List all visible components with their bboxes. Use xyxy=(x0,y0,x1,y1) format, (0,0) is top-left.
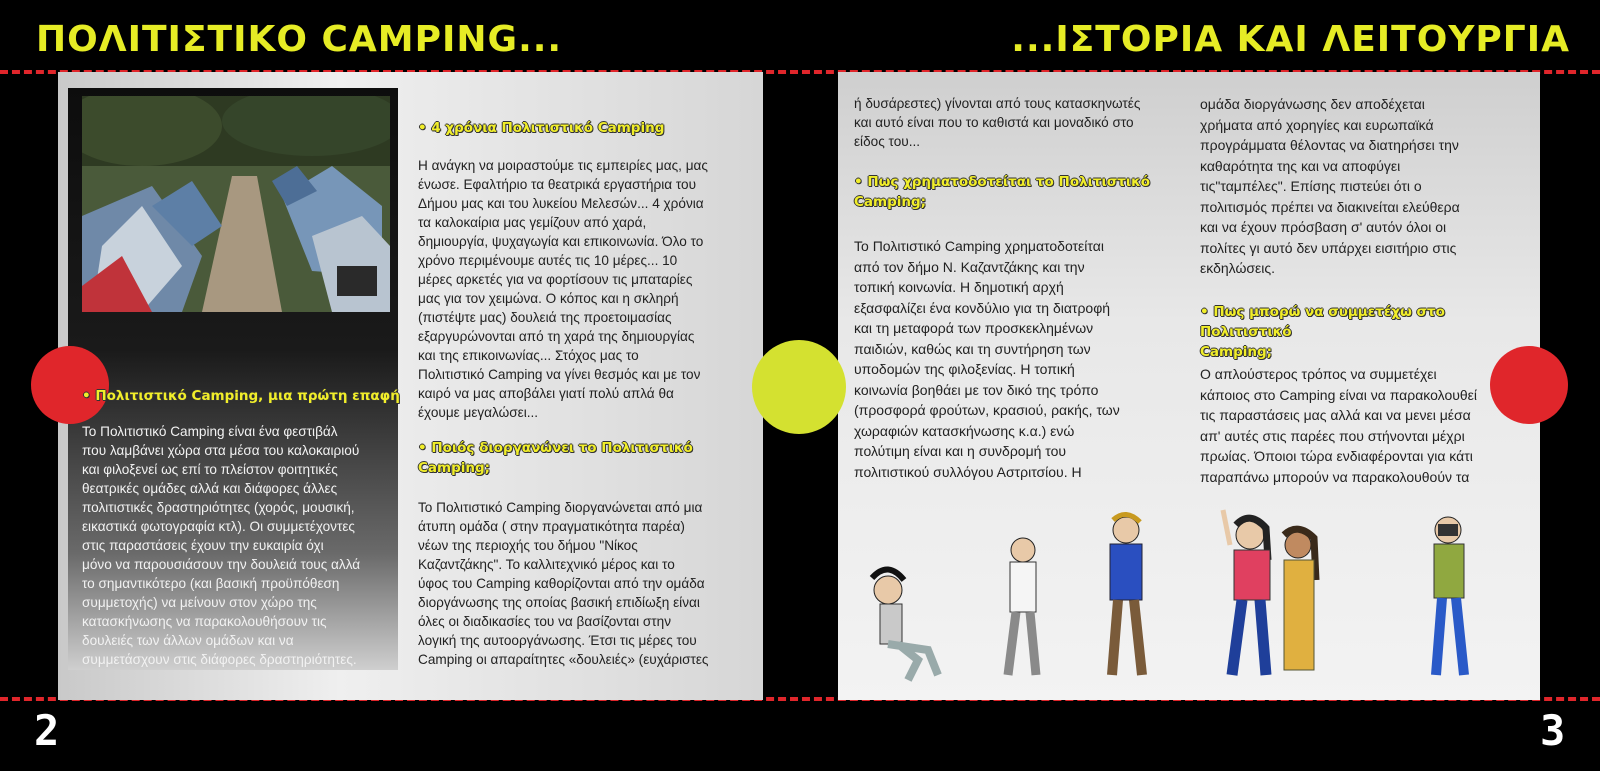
spread-title-left: ΠΟΛΙΤΙΣΤΙΚΟ CAMPING... xyxy=(36,19,563,60)
col2-line: ένωσε. Εφαλτήριο τα θεατρικά εργαστήρια του xyxy=(418,177,697,192)
col4-line: προγράμματα θέλοντας να διατηρήσει την xyxy=(1200,137,1459,153)
col2-line: Καζαντζάκης". Το καλλιτεχνικό μέρος και το xyxy=(418,557,675,572)
col3-line: Το Πολιτιστικό Camping χρηματοδοτείται xyxy=(854,238,1104,254)
col4-line: εκδηλώσεις. xyxy=(1200,260,1275,276)
col4-para1 xyxy=(1200,364,1530,487)
col3-line: ή δυσάρεστες) γίνονται από τους κατασκηνωτές xyxy=(854,96,1141,111)
heading-line: Camping; xyxy=(1200,344,1273,360)
col1-text xyxy=(82,422,402,669)
cartoon-characters-illustration xyxy=(858,500,1538,690)
col2-line: και της επικοινωνίας... Στόχος μας το xyxy=(418,348,639,363)
col2-line: Το Πολιτιστικό Camping διοργανώνεται από μια xyxy=(418,500,703,515)
heading-line: • Πως μπορώ να συμμετέχω στο Πολιτιστικό xyxy=(1200,304,1445,340)
col4-line: τις"ταμπέλες". Επίσης πιστεύει ότι ο xyxy=(1200,178,1422,194)
lime-circle-center xyxy=(752,340,846,434)
dancing-couple xyxy=(1223,510,1316,675)
col3-line: χωραφιών κατασκήνωσης κ.α.) ενώ xyxy=(854,422,1075,439)
col4-line: και να έχουν πρόσβαση σ' αυτόν όλοι οι xyxy=(1200,219,1447,235)
col1-line: συμμετοχής) να μείνουν στον χώρο της xyxy=(82,595,317,610)
col1-line: και φιλοξενεί ως επί το πλείστον φοιτητικές xyxy=(82,462,338,477)
col3-line: τοπική κοινωνία. Η δημοτική αρχή xyxy=(854,279,1064,295)
col4-line: πολίτες γι αυτό δεν υπάρχει εισιτήριο στις xyxy=(1200,239,1457,256)
col3-para0 xyxy=(854,94,1194,151)
heading-line: Camping; xyxy=(418,460,491,476)
col3-line: υποδομών της φιλοξενίας. Η τοπική xyxy=(854,361,1075,377)
standing-figure-white-shirt xyxy=(1008,538,1036,675)
col4-line: κάποιος στο Camping είναι να παρακολουθεί xyxy=(1200,386,1478,403)
heading-four-years: • 4 χρόνια Πολιτιστικό Camping xyxy=(418,120,665,136)
col3-line: πολύτιμη είναι και η συνδρομή του xyxy=(854,443,1067,459)
seated-figure xyxy=(872,569,938,680)
col1-line: συμμετάσχουν στις διάφορες δραστηριότητες. xyxy=(82,652,357,667)
photographer-figure xyxy=(1434,517,1464,675)
col4-line: καθαρότητα της και να αποφύγει xyxy=(1200,157,1401,174)
col3-line: από τον δήμο Ν. Καζαντζάκης και την xyxy=(854,258,1085,275)
col1-line: δουλειές των άλλων ομάδων και να xyxy=(82,633,294,648)
col2-line: ύφος του Camping καθορίζονται από την ομάδα xyxy=(418,576,705,591)
col2-line: λογική της αυτοοργάνωσης. Έτσι τις μέρες του xyxy=(418,633,697,648)
col4-line: πρωίας. Όποιοι τώρα ενδιαφέρονται για κάτι xyxy=(1200,448,1473,464)
col4-line: παραπάνω μπορούν να παρακολουθούν τα xyxy=(1200,468,1470,485)
col2-line: Δήμου μας και του λυκείου Μελεσών... 4 χρόνια xyxy=(418,196,704,211)
col2-line: δημιουργία, ψυχαγωγία και επικοινωνία. Όλο το xyxy=(418,234,704,249)
col2-line: άτυπη ομάδα ( στην πραγματικότητα παρέα) xyxy=(418,519,685,534)
col2-line: μας για τον χειμώνα. Ο κόπος και η σκληρή xyxy=(418,291,679,306)
col3-line: και τη μεταφορά των προσκεκλημένων xyxy=(854,320,1094,336)
col1-line: στις παραστάσεις έχουν την ευκαιρία όχι xyxy=(82,538,324,553)
heading-first-contact: • Πολιτιστικό Camping, μια πρώτη επαφή xyxy=(82,388,400,404)
heading-line: Camping; xyxy=(854,194,927,210)
standing-figure-blue-shirt xyxy=(1110,514,1142,675)
col2-para1 xyxy=(418,156,763,422)
red-circle-left xyxy=(31,346,109,424)
heading-line: • Ποιός διοργανώνει το Πολιτιστικό xyxy=(418,440,693,456)
col2-line: εξαργυρώνονται από τη χαρά της δημιουργίας xyxy=(418,329,695,344)
col2-line: όλες οι διαδικασίες του να βασίζονται στην xyxy=(418,614,672,629)
col1-line: το σημαντικότερο (και βασική προϋπόθεση xyxy=(82,576,340,591)
page-number-right: 3 xyxy=(1540,706,1566,755)
col2-line: (πιστέψτε μας) δουλειά της προετοιμασίας xyxy=(418,310,672,325)
col2-line: Πολιτιστικό Camping να γίνει θεσμός και με τον xyxy=(418,367,701,382)
col1-line: Το Πολιτιστικό Camping είναι ένα φεστιβάλ xyxy=(82,424,338,439)
col1-line: που λαμβάνει χώρα στα μέσα του καλοκαιριού xyxy=(82,443,360,458)
col1-line: μόνο να παρουσιάσουν την δουλειά τους αλλά xyxy=(82,557,361,572)
col3-line: (προσφορά φρούτων, κρασιού, ρακής, των xyxy=(854,402,1120,418)
col2-line: χρόνο περιμένουμε αυτές τις 10 μέρες... 10 xyxy=(418,253,678,268)
page-number-left: 2 xyxy=(34,706,60,755)
col3-line: κοινωνία βοηθάει με τον δικό της τρόπο xyxy=(854,381,1099,398)
heading-funding xyxy=(854,172,1194,212)
col2-line: διοργάνωσης της οποίας βασική επιδίωξη είναι xyxy=(418,595,700,610)
col4-line: απ' αυτές στις παρέες που στήνονται μέχρι xyxy=(1200,427,1465,444)
col2-line: Η ανάγκη να μοιραστούμε τις εμπειρίες μας, μας xyxy=(418,158,708,173)
col2-line: τα καλοκαίρια μας γεμίζουν από χαρά, xyxy=(418,215,647,230)
col4-line: Ο απλούστερος τρόπος να συμμετέχει xyxy=(1200,366,1437,382)
col2-line: έχουμε μεγαλώσει... xyxy=(418,405,539,420)
col3-line: παιδιών, καθώς και τη συντήρηση των xyxy=(854,340,1091,357)
col3-line: είδος του... xyxy=(854,134,921,149)
camping-tents-photo xyxy=(82,96,390,312)
col3-line: εξασφαλίζει ένα κονδύλιο για τη διατροφή xyxy=(854,299,1111,316)
col4-line: τις παραστάσεις μας αλλά και να μενει μέσα xyxy=(1200,407,1471,423)
spread-title-right: ...ΙΣΤΟΡΙΑ ΚΑΙ ΛΕΙΤΟΥΡΓΙΑ xyxy=(1011,19,1570,60)
heading-line: • Πως χρηματοδοτείται το Πολιτιστικό xyxy=(854,174,1151,190)
col4-line: ομάδα διοργάνωσης δεν αποδέχεται xyxy=(1200,96,1425,112)
col1-line: θεατρικές ομάδες αλλά και διάφορες άλλες xyxy=(82,481,338,496)
heading-who-organizes xyxy=(418,438,758,478)
col3-line: πολιτιστικού συλλόγου Αστριτσίου. Η xyxy=(854,463,1082,480)
col4-para0 xyxy=(1200,94,1530,279)
heading-participate xyxy=(1200,302,1540,362)
col2-line: νέων της περιοχής του δήμου "Νίκος xyxy=(418,538,638,553)
col4-line: χρήματα από χορηγίες και ευρωπαϊκά xyxy=(1200,116,1434,133)
col1-line: πολιτιστικές δραστηριότητες (χορός, μουσική, xyxy=(82,500,355,515)
col2-line: καιρό να μας αποβάλει γιατί πολύ απλά θα xyxy=(418,386,674,401)
col2-line: μέρες αρκετές για να φορτίσουν τις μπαταρίες xyxy=(418,272,693,287)
col2-line: Camping οι απαραίτητες «δουλειές» (ευχάριστες xyxy=(418,652,709,667)
col1-line: κατασκήνωσης να παρακολουθήσουν τις xyxy=(82,614,327,629)
col1-line: εικαστικά φωτογραφία κτλ). Οι συμμετέχοντες xyxy=(82,519,355,534)
col3-line: και αυτό είναι που το καθιστά και μοναδικό στο xyxy=(854,115,1134,130)
col3-para1 xyxy=(854,236,1194,482)
col2-para2 xyxy=(418,498,763,669)
col4-line: πολιτισμός πρέπει να διακινείται ελεύθερα xyxy=(1200,198,1460,215)
